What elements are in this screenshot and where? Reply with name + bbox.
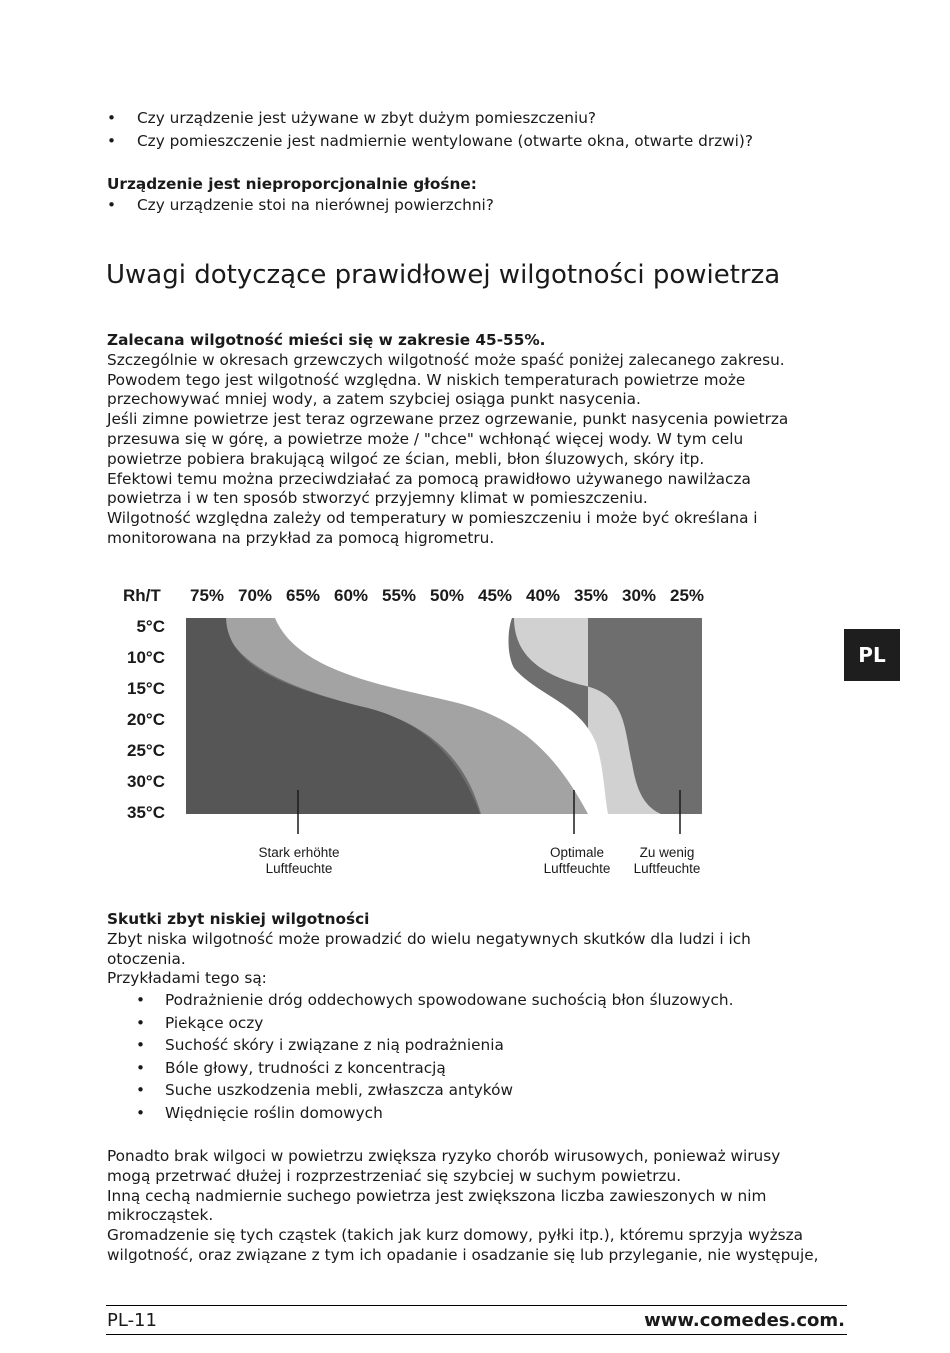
rh-label: 60% [333, 586, 369, 605]
paragraph-line: Jeśli zimne powietrze jest teraz ogrzewane przez ogrzewanie, punkt nasycenia powietrza [107, 410, 789, 429]
list-item-text: Suchość skóry i związane z nią podrażnienia [165, 1036, 504, 1055]
list-item-text: Bóle głowy, trudności z koncentracją [165, 1058, 446, 1077]
list-item-text: Czy pomieszczenie jest nadmiernie wentylowane (otwarte okna, otwarte drzwi)? [137, 132, 753, 150]
corner-label: Rh/T [123, 586, 161, 605]
page-number: PL-11 [107, 1310, 157, 1331]
paragraph-line: przesuwa się w górę, a powietrze może / "chce" wchłonąć więcej wody. W tym celu [107, 429, 744, 448]
rh-label: 75% [189, 586, 225, 605]
list-item-text: Czy urządzenie jest używane w zbyt dużym pomieszczeniu? [137, 109, 597, 127]
bullet-icon: • [136, 991, 146, 1009]
bullet-icon: • [107, 132, 117, 150]
paragraph-line: przechowywać mniej wody, a zatem szybciej osiąga punkt nasycenia. [107, 390, 641, 409]
paragraph-line: Efektowi temu można przeciwdziałać za pomocą prawidłowo używanego nawilżacza [107, 469, 751, 488]
list-item-text: Czy urządzenie stoi na nierównej powierzchni? [137, 196, 494, 214]
temp-label: 35°C [127, 803, 165, 822]
list-item [107, 1079, 867, 1102]
paragraph-line: Gromadzenie się tych cząstek (takich jak kurz domowy, pyłki itp.), któremu sprzyja wyższa [107, 1226, 804, 1245]
list-item [107, 989, 867, 1012]
bullet-icon: • [136, 1081, 146, 1100]
rh-label: 70% [237, 586, 273, 605]
list-item-text: Piekące oczy [165, 1013, 264, 1032]
rh-label: 35% [573, 586, 609, 605]
rh-label: 30% [621, 586, 657, 605]
bullet-icon: • [136, 1036, 146, 1055]
bullet-icon: • [136, 1013, 146, 1032]
paragraph-line: otoczenia. [107, 949, 186, 968]
list-item [107, 1102, 867, 1125]
language-tab: PL [844, 629, 900, 681]
effects-heading: Skutki zbyt niskiej wilgotności [107, 910, 370, 928]
temp-label: 20°C [127, 710, 165, 729]
zone-label-optimal-line2: Luftfeuchte [543, 861, 611, 876]
footer-url: www.comedes.com. [644, 1310, 845, 1331]
bullet-icon: • [107, 109, 117, 127]
list-item [107, 1034, 867, 1057]
zone-label-high-line1: Stark erhöhte [258, 845, 340, 860]
bullet-icon: • [136, 1058, 146, 1077]
paragraph-line: Ponadto brak wilgoci w powietrzu zwiększa ryzyko chorób wirusowych, ponieważ wirusy [107, 1147, 781, 1165]
list-item [107, 130, 867, 153]
paragraph-line: mogą przetrwać dłużej i rozprzestrzeniać się szybciej w suchym powietrzu. [107, 1166, 682, 1185]
loud-section [107, 174, 867, 216]
bullet-icon: • [136, 1103, 146, 1122]
rh-label: 50% [429, 586, 465, 605]
temp-label: 10°C [127, 648, 165, 667]
paragraph-line: Wilgotność względna zależy od temperatury w pomieszczeniu i może być określana i [107, 509, 758, 528]
paragraph-line: Inną cechą nadmiernie suchego powietrza jest zwiększona liczba zawieszonych w nim [107, 1186, 767, 1205]
list-item [107, 107, 867, 130]
humidity-diagram [118, 578, 718, 878]
zone-label-high-line2: Luftfeuchte [265, 861, 333, 876]
zone-label-optimal-line1: Optimale [549, 845, 605, 860]
section-title: Uwagi dotyczące prawidłowej wilgotności powietrza [106, 260, 781, 290]
paragraph-line: powietrze pobiera brakującą wilgoć ze ścian, mebli, błon śluzowych, skóry itp. [107, 449, 705, 468]
footer-divider-top [106, 1305, 847, 1306]
rh-label: 25% [669, 586, 705, 605]
loud-heading: Urządzenie jest nieproporcjonalnie głośne: [107, 175, 477, 193]
temp-label: 25°C [127, 741, 165, 760]
temp-label: 5°C [136, 617, 165, 636]
list-item-text: Więdnięcie roślin domowych [165, 1103, 383, 1122]
paragraph-line: Szczególnie w okresach grzewczych wilgotność może spaść poniżej zalecanego zakresu. [107, 350, 785, 369]
list-item [107, 194, 867, 216]
rh-label: 40% [525, 586, 561, 605]
zone-label-low-line1: Zu wenig [639, 845, 695, 860]
rh-label: 55% [381, 586, 417, 605]
paragraph-line: monitorowana na przykład za pomocą higrometru. [107, 528, 495, 547]
recommended-section [107, 331, 867, 549]
effects-bullet-list [107, 989, 867, 1125]
paragraph-line: wilgotność, oraz związane z tym ich opadanie i osadzanie się lub przyleganie, nie występuje, [107, 1245, 819, 1264]
recommended-heading: Zalecana wilgotność mieści się w zakresie 45-55%. [107, 331, 546, 349]
list-item [107, 1057, 867, 1080]
paragraph-line: powietrza i w ten sposób stworzyć przyjemny klimat w pomieszczeniu. [107, 489, 648, 508]
list-item [107, 1012, 867, 1035]
paragraph-line: Przykładami tego są: [107, 969, 267, 988]
temp-label: 15°C [127, 679, 165, 698]
rh-label: 45% [477, 586, 513, 605]
effects-section [107, 910, 867, 989]
paragraph-line: Powodem tego jest wilgotność względna. W niskich temperaturach powietrze może [107, 370, 746, 389]
zone-label-low-line2: Luftfeuchte [633, 861, 701, 876]
paragraph-line: mikrocząstek. [107, 1206, 214, 1225]
intro-bullet-list [107, 107, 867, 153]
diagram-zones [186, 618, 702, 814]
list-item-text: Suche uszkodzenia mebli, zwłaszcza antyków [165, 1081, 513, 1100]
list-item-text: Podrażnienie dróg oddechowych spowodowane suchością błon śluzowych. [165, 991, 734, 1009]
footer-divider-bottom [106, 1334, 847, 1335]
bullet-icon: • [107, 196, 117, 214]
closing-paragraph [107, 1147, 867, 1266]
rh-label: 65% [285, 586, 321, 605]
temp-label: 30°C [127, 772, 165, 791]
paragraph-line: Zbyt niska wilgotność może prowadzić do wielu negatywnych skutków dla ludzi i ich [107, 929, 751, 948]
